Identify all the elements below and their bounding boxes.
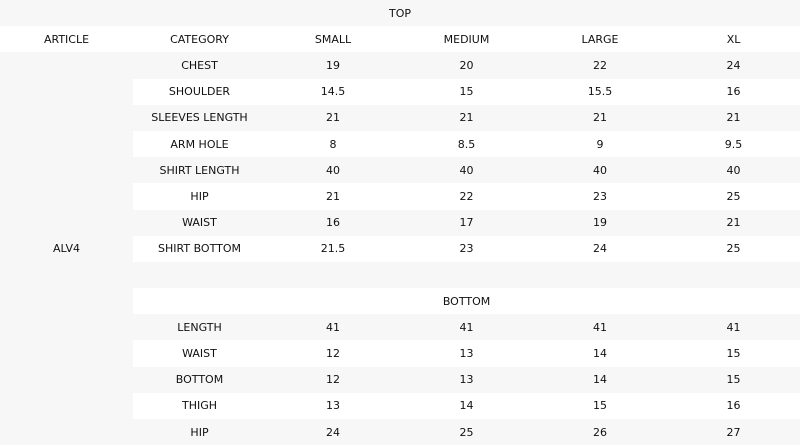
value-cell: 13 — [400, 340, 533, 366]
value-cell: 24 — [266, 419, 400, 445]
value-cell: 21.5 — [266, 236, 400, 262]
value-cell: 23 — [533, 183, 667, 209]
value-cell: 21 — [266, 183, 400, 209]
category-cell: CHEST — [133, 52, 266, 78]
value-cell: 25 — [667, 236, 800, 262]
value-cell: 22 — [400, 183, 533, 209]
value-cell: 23 — [400, 236, 533, 262]
category-cell: SHIRT LENGTH — [133, 157, 266, 183]
value-cell: 40 — [400, 157, 533, 183]
value-cell: 22 — [533, 52, 667, 78]
value-cell: 21 — [400, 105, 533, 131]
value-cell: 15 — [533, 393, 667, 419]
value-cell: 16 — [667, 79, 800, 105]
category-cell: THIGH — [133, 393, 266, 419]
value-cell: 17 — [400, 210, 533, 236]
article-code: ALV4 — [0, 52, 133, 445]
value-cell: 14 — [400, 393, 533, 419]
value-cell: 27 — [667, 419, 800, 445]
category-cell: WAIST — [133, 210, 266, 236]
value-cell: 8.5 — [400, 131, 533, 157]
value-cell: 19 — [266, 52, 400, 78]
value-cell: 21 — [266, 105, 400, 131]
value-cell: 41 — [533, 314, 667, 340]
value-cell: 13 — [400, 367, 533, 393]
category-cell: SHOULDER — [133, 79, 266, 105]
category-cell: HIP — [133, 183, 266, 209]
value-cell: 14 — [533, 367, 667, 393]
category-cell: SLEEVES LENGTH — [133, 105, 266, 131]
value-cell: 40 — [266, 157, 400, 183]
bottom-section-title: BOTTOM — [133, 288, 800, 314]
header-article: ARTICLE — [0, 26, 133, 52]
header-small: SMALL — [266, 26, 400, 52]
value-cell: 15 — [667, 340, 800, 366]
value-cell: 40 — [667, 157, 800, 183]
spacer-cell — [133, 262, 800, 288]
header-category: CATEGORY — [133, 26, 266, 52]
value-cell: 15.5 — [533, 79, 667, 105]
category-cell: SHIRT BOTTOM — [133, 236, 266, 262]
value-cell: 20 — [400, 52, 533, 78]
value-cell: 40 — [533, 157, 667, 183]
value-cell: 14 — [533, 340, 667, 366]
value-cell: 25 — [400, 419, 533, 445]
value-cell: 8 — [266, 131, 400, 157]
value-cell: 24 — [667, 52, 800, 78]
value-cell: 41 — [667, 314, 800, 340]
top-title-row — [0, 0, 800, 26]
header-xl: XL — [667, 26, 800, 52]
header-large: LARGE — [533, 26, 667, 52]
table-row — [0, 52, 800, 78]
value-cell: 41 — [266, 314, 400, 340]
value-cell: 16 — [266, 210, 400, 236]
value-cell: 26 — [533, 419, 667, 445]
top-section-title: TOP — [0, 0, 800, 26]
category-cell: HIP — [133, 419, 266, 445]
value-cell: 15 — [400, 79, 533, 105]
value-cell: 16 — [667, 393, 800, 419]
category-cell: ARM HOLE — [133, 131, 266, 157]
value-cell: 21 — [667, 105, 800, 131]
value-cell: 12 — [266, 340, 400, 366]
value-cell: 9.5 — [667, 131, 800, 157]
value-cell: 14.5 — [266, 79, 400, 105]
value-cell: 13 — [266, 393, 400, 419]
category-cell: WAIST — [133, 340, 266, 366]
value-cell: 41 — [400, 314, 533, 340]
category-cell: LENGTH — [133, 314, 266, 340]
value-cell: 25 — [667, 183, 800, 209]
value-cell: 9 — [533, 131, 667, 157]
value-cell: 19 — [533, 210, 667, 236]
header-medium: MEDIUM — [400, 26, 533, 52]
value-cell: 12 — [266, 367, 400, 393]
header-row — [0, 26, 800, 52]
value-cell: 15 — [667, 367, 800, 393]
value-cell: 21 — [533, 105, 667, 131]
value-cell: 21 — [667, 210, 800, 236]
value-cell: 24 — [533, 236, 667, 262]
category-cell: BOTTOM — [133, 367, 266, 393]
